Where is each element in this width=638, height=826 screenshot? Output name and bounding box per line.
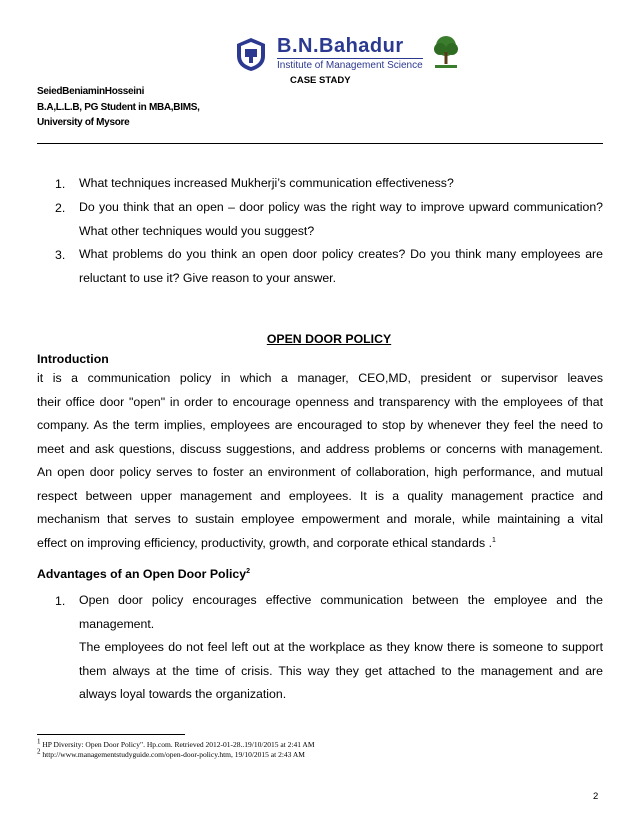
footnote-ref: 1 <box>492 536 496 544</box>
introduction-heading: Introduction <box>37 352 109 366</box>
tree-emblem-icon <box>432 34 460 72</box>
advantages-heading <box>37 567 250 581</box>
introduction-body <box>37 367 603 555</box>
intro-line: meet and ask questions, discuss suggestions, and address problems or concerns with management. <box>37 441 603 456</box>
advantage-1 <box>79 589 603 707</box>
question-3 <box>79 243 603 290</box>
footnote-2 <box>37 747 305 759</box>
footnote-text: http://www.managementstudyguide.com/open-door-policy.htm, 19/10/2015 at 2:43 AM <box>42 750 305 759</box>
question-2 <box>79 196 603 243</box>
question-line: reluctant to use it? Give reason to your answer. <box>79 270 337 285</box>
page-number: 2 <box>593 791 599 802</box>
question-1 <box>79 172 603 196</box>
brand-name: B.N.Bahadur <box>277 35 404 57</box>
advantage-line: management. <box>79 616 155 631</box>
author-degree: B.A,L.L.B, PG Student in MBA,BIMS, <box>37 102 200 113</box>
section-title: OPEN DOOR POLICY <box>266 332 392 346</box>
advantages-heading-text: Advantages of an Open Door Policy <box>37 567 247 581</box>
intro-line: respect between upper management and employees. It is a quality management practice and <box>37 488 603 503</box>
footnote-1 <box>37 737 315 749</box>
intro-last-line <box>37 532 603 556</box>
intro-line: effect on improving efficiency, productivity, growth, and corporate ethical standards . <box>37 535 492 550</box>
question-line: What techniques increased Mukherji’s communication effectiveness? <box>79 176 454 190</box>
brand-subtitle: Institute of Management Science <box>277 60 423 71</box>
intro-line: An open door policy serves to foster an environment of collaboration, high performance, and mutual <box>37 465 603 479</box>
advantage-number: 1. <box>55 594 66 608</box>
question-number: 3. <box>55 248 66 262</box>
intro-line: it is a communication policy in which a manager, CEO,MD, president or supervisor leaves <box>37 371 603 385</box>
advantage-line: always loyal towards the organization. <box>79 687 287 701</box>
case-study-label: CASE STADY <box>290 75 351 86</box>
question-line: What other techniques would you suggest? <box>79 223 315 238</box>
intro-line: mechanism that serves to sustain employee empowerment and morale, while maintaining a vital <box>37 512 603 526</box>
institute-brand <box>277 36 423 72</box>
footnote-mark: 2 <box>37 747 41 756</box>
advantage-line: Open door policy encourages effective communication between the employee and the <box>79 593 603 607</box>
question-line: What problems do you think an open door policy creates? Do you think many employees are <box>79 247 603 261</box>
footnote-text: HP Diversity: Open Door Policy". Hp.com. Retrieved 2012-01-28..19/10/2015 at 2:41 AM <box>42 740 315 749</box>
question-number: 1. <box>55 177 66 191</box>
advantage-line: The employees do not feel left out at the workplace as they know there is someone to support <box>79 640 603 654</box>
institute-crest-logo <box>234 36 268 72</box>
intro-line: their office door "open" in order to encourage openness and transparency with the employees of that <box>37 394 603 409</box>
author-name: SeiedBeniaminHosseini <box>37 86 145 97</box>
footnote-divider <box>37 734 185 735</box>
author-university: University of Mysore <box>37 117 130 128</box>
advantage-line: them always at the time of crisis. This way they get attached to the management and are <box>79 663 603 678</box>
footnote-ref: 2 <box>246 567 250 575</box>
question-line: Do you think that an open – door policy was the right way to improve upward communication? <box>79 200 603 214</box>
intro-line: company. As the term implies, employees are encouraged to stop by whenever they feel the need to <box>37 418 603 432</box>
footnote-mark: 1 <box>37 737 41 746</box>
header-divider <box>37 143 603 144</box>
question-number: 2. <box>55 201 66 215</box>
